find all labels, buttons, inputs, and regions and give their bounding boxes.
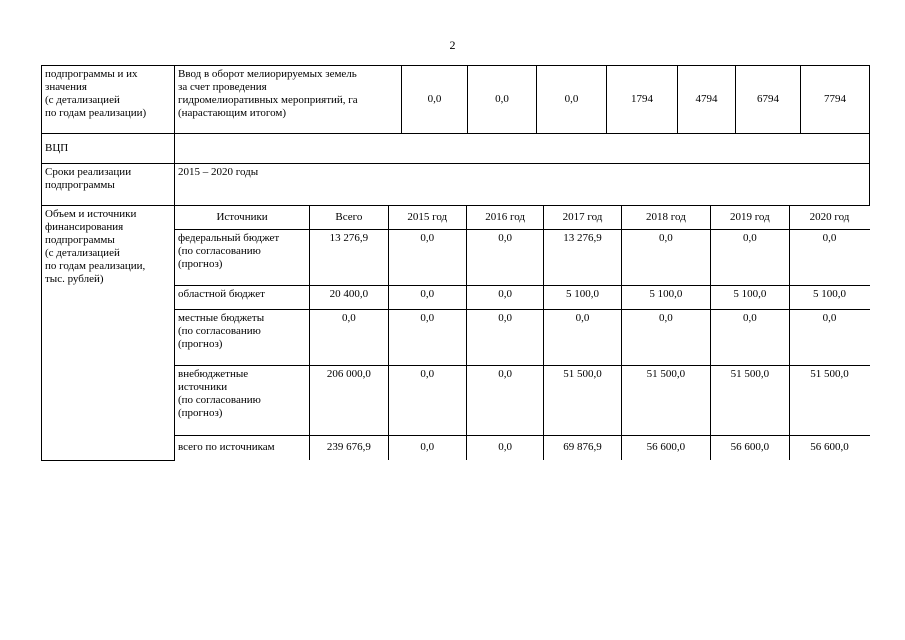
funding-source-line: областной бюджет <box>178 287 265 300</box>
funding-data-row <box>175 309 870 365</box>
funding-value: 13 276,9 <box>544 229 621 285</box>
funding-header: Источники <box>175 206 310 229</box>
funding-value: 20 400,0 <box>310 285 388 309</box>
funding-label-line: по годам реализации, <box>45 260 146 272</box>
funding-data-row <box>175 285 870 309</box>
indicator-description <box>175 66 402 134</box>
funding-value: 0,0 <box>466 435 543 460</box>
terms-value: 2015 – 2020 годы <box>175 164 870 206</box>
funding-source-line: (прогноз) <box>178 406 223 419</box>
funding-source-line: источники <box>178 380 228 393</box>
funding-source-line: (прогноз) <box>178 337 223 350</box>
funding-data-row <box>175 229 870 285</box>
indicator-label-line: подпрограммы и их <box>45 68 138 80</box>
funding-source-line: внебюджетные <box>178 367 249 380</box>
funding-source <box>175 309 310 365</box>
funding-value: 0,0 <box>388 309 466 365</box>
indicator-label-line: (с детализацией <box>45 94 120 106</box>
funding-header-row <box>175 206 870 229</box>
funding-source-line: всего по источникам <box>178 441 275 454</box>
funding-label-line: финансирования <box>45 221 124 233</box>
indicator-label-line: по годам реализации) <box>45 107 147 119</box>
funding-data-row <box>175 365 870 435</box>
funding-source <box>175 435 310 460</box>
funding-source <box>175 365 310 435</box>
indicator-value: 7794 <box>801 66 870 134</box>
funding-value: 206 000,0 <box>310 365 388 435</box>
indicator-value: 1794 <box>607 66 678 134</box>
subprogram-passport-table <box>41 65 870 461</box>
terms-label-line: Сроки реализации <box>45 166 132 178</box>
funding-value: 0,0 <box>466 285 543 309</box>
funding-header: 2015 год <box>388 206 466 229</box>
indicator-label-line: значения <box>45 81 87 93</box>
funding-label-line: подпрограммы <box>45 234 115 246</box>
indicator-row <box>42 66 870 134</box>
funding-value: 0,0 <box>711 229 789 285</box>
funding-value: 51 500,0 <box>789 365 869 435</box>
funding-value: 0,0 <box>310 309 388 365</box>
funding-value: 0,0 <box>789 309 869 365</box>
funding-source <box>175 229 310 285</box>
vcp-row <box>42 134 870 164</box>
funding-value: 0,0 <box>388 365 466 435</box>
funding-value: 0,0 <box>466 309 543 365</box>
funding-value: 51 500,0 <box>711 365 789 435</box>
funding-label-line: Объем и источники <box>45 208 137 220</box>
funding-header: Всего <box>310 206 388 229</box>
funding-header: 2019 год <box>711 206 789 229</box>
funding-total-row <box>175 435 870 460</box>
indicator-value: 4794 <box>678 66 736 134</box>
indicator-description-line: (нарастающим итогом) <box>178 107 287 119</box>
funding-value: 0,0 <box>544 309 621 365</box>
indicator-description-line: Ввод в оборот мелиорируемых земель <box>178 68 357 80</box>
funding-source-line: (прогноз) <box>178 257 223 270</box>
terms-label <box>42 164 175 206</box>
terms-row <box>42 164 870 206</box>
funding-header: 2018 год <box>621 206 710 229</box>
funding-value: 0,0 <box>388 229 466 285</box>
funding-value: 0,0 <box>789 229 869 285</box>
funding-value: 0,0 <box>466 365 543 435</box>
funding-value: 239 676,9 <box>310 435 388 460</box>
indicator-value: 0,0 <box>468 66 537 134</box>
indicator-value: 6794 <box>736 66 801 134</box>
funding-value: 51 500,0 <box>621 365 710 435</box>
funding-value: 0,0 <box>466 229 543 285</box>
funding-value: 56 600,0 <box>711 435 789 460</box>
funding-value: 0,0 <box>621 229 710 285</box>
funding-row <box>42 206 870 461</box>
funding-label-line: тыс. рублей) <box>45 273 104 285</box>
indicator-description-line: гидромелиоративных мероприятий, га <box>178 94 358 106</box>
funding-value: 69 876,9 <box>544 435 621 460</box>
funding-source-line: федеральный бюджет <box>178 231 280 244</box>
funding-label <box>42 206 175 461</box>
funding-table <box>175 206 870 460</box>
funding-value: 13 276,9 <box>310 229 388 285</box>
funding-value: 0,0 <box>711 309 789 365</box>
funding-value: 51 500,0 <box>544 365 621 435</box>
funding-header: 2020 год <box>789 206 869 229</box>
funding-source-line: (по согласованию <box>178 244 261 257</box>
funding-value: 0,0 <box>388 435 466 460</box>
indicator-value: 0,0 <box>537 66 607 134</box>
funding-value: 5 100,0 <box>711 285 789 309</box>
page-number: 2 <box>449 38 456 52</box>
funding-table-cell <box>175 206 870 461</box>
terms-label-line: подпрограммы <box>45 179 115 191</box>
funding-source <box>175 285 310 309</box>
funding-value: 0,0 <box>388 285 466 309</box>
funding-value: 5 100,0 <box>621 285 710 309</box>
funding-source-line: местные бюджеты <box>178 311 265 324</box>
funding-value: 5 100,0 <box>544 285 621 309</box>
vcp-value <box>175 134 870 164</box>
vcp-label: ВЦП <box>42 134 175 164</box>
indicator-value: 0,0 <box>402 66 468 134</box>
funding-label-line: (с детализацией <box>45 247 120 259</box>
funding-value: 5 100,0 <box>789 285 869 309</box>
funding-source-line: (по согласованию <box>178 393 261 406</box>
funding-value: 56 600,0 <box>621 435 710 460</box>
indicator-label <box>42 66 175 134</box>
funding-header: 2016 год <box>466 206 543 229</box>
funding-value: 0,0 <box>621 309 710 365</box>
funding-header: 2017 год <box>544 206 621 229</box>
indicator-description-line: за счет проведения <box>178 81 267 93</box>
funding-source-line: (по согласованию <box>178 324 261 337</box>
funding-value: 56 600,0 <box>789 435 869 460</box>
